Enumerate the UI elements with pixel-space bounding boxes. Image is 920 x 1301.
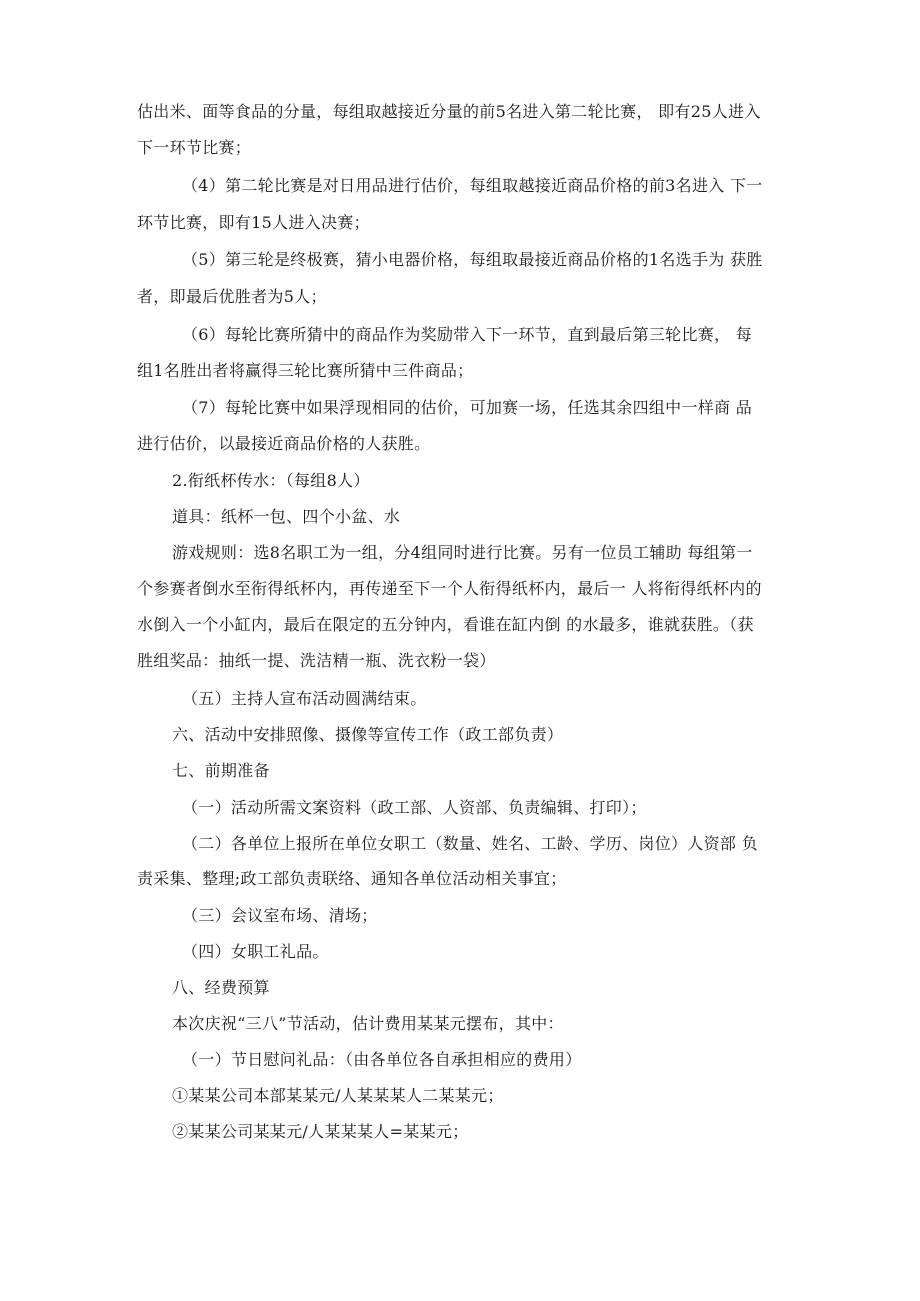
paragraph-line: 环节比赛，即有15人进入决赛； <box>137 213 370 232</box>
section-heading: 2.衔纸杯传水：（每组8人） <box>172 471 370 490</box>
list-item: ①某某公司本部某某元/人某某某人二某某元； <box>172 1086 504 1105</box>
section-heading: 七、前期准备 <box>172 761 270 780</box>
paragraph-line: 游戏规则：选8名职工为一组，分4组同时进行比赛。另有一位员工辅助 每组第一 <box>172 543 753 562</box>
list-item: ②某某公司某某元/人某某某人=某某元； <box>172 1122 469 1141</box>
paragraph-line: （一）节日慰问礼品：（由各单位各自承担相应的费用） <box>182 1050 582 1069</box>
paragraph-line: 责采集、整理;政工部负责联络、通知各单位活动相关事宜； <box>137 869 567 888</box>
section-heading: 八、经费预算 <box>172 978 270 997</box>
paragraph-line: （二）各单位上报所在单位女职工（数量、姓名、工龄、学历、岗位）人资部 负 <box>182 834 758 853</box>
paragraph-line: （一）活动所需文案资料（政工部、人资部、负责编辑、打印）； <box>182 798 647 817</box>
paragraph-line: （4）第二轮比赛是对日用品进行估价，每组取越接近商品价格的前3名进入 下一 <box>182 176 763 195</box>
paragraph-line: （7）每轮比赛中如果浮现相同的估价，可加赛一场，任选其余四组中一样商 品 <box>182 398 753 417</box>
paragraph-line: 进行估价，以最接近商品价格的人获胜。 <box>137 434 431 453</box>
paragraph-line: （四）女职工礼品。 <box>182 942 329 961</box>
paragraph-line: （五）主持人宣布活动圆满结束。 <box>182 689 427 708</box>
paragraph-line: （5）第三轮是终极赛，猜小电器价格，每组取最接近商品价格的1名选手为 获胜 <box>182 250 763 269</box>
paragraph-line: 胜组奖品：抽纸一提、洗洁精一瓶、洗衣粉一袋） <box>137 651 496 670</box>
paragraph-line: 者，即最后优胜者为5人； <box>137 287 327 306</box>
paragraph-line: 下一环节比赛； <box>137 138 252 157</box>
paragraph-line: 本次庆祝“三八”节活动，估计费用某某元摆布，其中： <box>172 1014 564 1033</box>
paragraph-line: 道具：纸杯一包、四个小盆、水 <box>172 507 401 526</box>
section-heading: 六、活动中安排照像、摄像等宣传工作（政工部负责） <box>172 725 564 744</box>
paragraph-line: （三）会议室布场、清场； <box>182 906 378 925</box>
paragraph-line: 估出米、面等食品的分量，每组取越接近分量的前5名进入第二轮比赛， 即有25人进入 <box>137 102 761 121</box>
paragraph-line: 组1名胜出者将赢得三轮比赛所猜中三件商品； <box>137 361 474 380</box>
paragraph-line: 个参赛者倒水至衔得纸杯内，再传递至下一个人衔得纸杯内，最后一 人将衔得纸杯内的 <box>137 579 762 598</box>
paragraph-line: （6）每轮比赛所猜中的商品作为奖励带入下一环节，直到最后第三轮比赛， 每 <box>182 325 753 344</box>
paragraph-line: 水倒入一个小缸内，最后在限定的五分钟内，看谁在缸内倒 的水最多，谁就获胜。（获 <box>137 615 754 634</box>
